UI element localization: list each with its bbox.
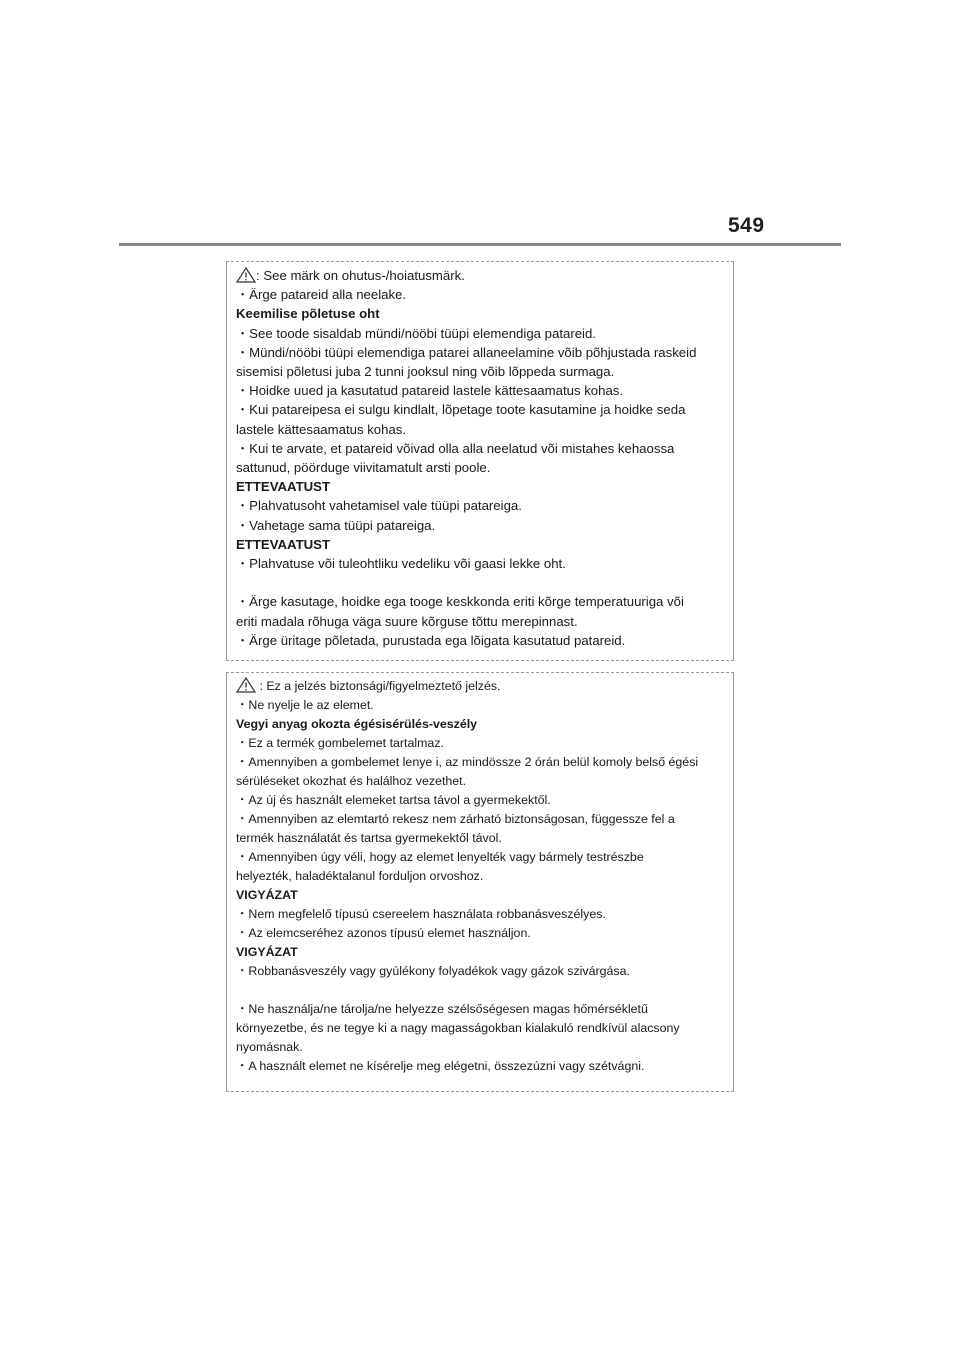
warning-line: [236, 905, 606, 923]
line-text: ・See toode sisaldab mündi/nööbi tüüpi elemendiga patareid.: [236, 325, 596, 341]
line-text: VIGYÁZAT: [236, 945, 298, 959]
warning-box-hungarian: [226, 672, 734, 1092]
line-text: : See märk on ohutus-/hoiatusmärk.: [256, 268, 465, 283]
warning-line: [236, 1000, 648, 1018]
line-text: ETTEVAATUST: [236, 536, 331, 552]
line-text: ・Mündi/nööbi tüüpi elemendiga patarei allaneelamine võib põhjustada raskeid: [236, 344, 697, 360]
warning-line: [236, 421, 406, 439]
line-text: eriti madala rõhuga väga suure kõrguse tõttu merepinnast.: [236, 613, 578, 629]
warning-line: [236, 517, 435, 535]
line-text: ・Ärge kasutage, hoidke ega tooge keskkonda eriti kõrge temperatuuriga või: [236, 594, 684, 610]
line-text: lastele kättesaamatus kohas.: [236, 421, 407, 437]
page-number: 549: [728, 214, 765, 237]
warning-line: [236, 363, 614, 381]
line-text: Vegyi anyag okozta égésisérülés-veszély: [236, 717, 478, 731]
warning-line: [236, 325, 596, 343]
warning-line: [236, 555, 566, 573]
line-text: ・Ez a termék gombelemet tartalmaz.: [236, 736, 444, 750]
warning-line: [236, 1038, 303, 1056]
warning-line: [236, 696, 374, 714]
warning-line: [236, 677, 501, 695]
warning-line: [236, 286, 406, 304]
line-text: Keemilise põletuse oht: [236, 306, 380, 322]
line-text: ・Robbanásveszély vagy gyúlékony folyadékok vagy gázok szivárgása.: [236, 964, 630, 978]
line-text: ETTEVAATUST: [236, 479, 331, 495]
line-text: nyomásnak.: [236, 1040, 303, 1054]
warning-line: [236, 810, 675, 828]
warning-line: [236, 1057, 644, 1075]
warning-line: [236, 772, 466, 790]
warning-box-estonian: [226, 261, 734, 661]
warning-line: [236, 829, 502, 847]
line-text: ・Kui te arvate, et patareid võivad olla alla neelatud või mistahes kehaossa: [236, 440, 675, 456]
line-text: sérüléseket okozhat és halálhoz vezethet.: [236, 774, 467, 788]
line-text: ・Nem megfelelő típusú csereelem használata robbanásveszélyes.: [236, 907, 606, 921]
warning-heading: [236, 305, 380, 323]
warning-heading: [236, 478, 330, 496]
warning-heading: [236, 886, 298, 904]
line-text: termék használatát és tartsa gyermekektől távol.: [236, 831, 502, 845]
line-text: környezetbe, és ne tegye ki a nagy magasságokban kialakuló rendkívül alacsony: [236, 1021, 680, 1035]
warning-triangle-icon: [236, 267, 256, 283]
line-text: ・Amennyiben a gombelemet lenye i, az mindössze 2 órán belül komoly belső égési: [236, 755, 699, 769]
warning-line: [236, 753, 698, 771]
warning-line: [236, 440, 674, 458]
warning-line: [236, 791, 551, 809]
line-text: ・Az új és használt elemeket tartsa távol a gyermekektől.: [236, 793, 551, 807]
warning-line: [236, 344, 696, 362]
line-text: ・Plahvatuse või tuleohtliku vedeliku või gaasi lekke oht.: [236, 556, 566, 571]
line-text: ・Az elemcseréhez azonos típusú elemet használjon.: [236, 926, 531, 940]
line-text: ・Hoidke uued ja kasutatud patareid lastele kättesaamatus kohas.: [236, 383, 624, 399]
line-text: ・Ärge üritage põletada, purustada ega lõigata kasutatud patareid.: [236, 632, 626, 648]
line-text: ・Ne használja/ne tárolja/ne helyezze szélsőségesen magas hőmérsékletű: [236, 1002, 648, 1016]
warning-line: [236, 734, 444, 752]
line-text: ・Amennyiben az elemtartó rekesz nem zárható biztonságosan, függessze fel a: [236, 812, 675, 826]
warning-line: [236, 497, 522, 515]
header-rule: [119, 243, 841, 246]
warning-heading: [236, 536, 330, 554]
warning-line: [236, 267, 465, 285]
line-text: sattunud, pöörduge viivitamatult arsti poole.: [236, 460, 491, 475]
line-text: VIGYÁZAT: [236, 888, 298, 902]
warning-line: [236, 962, 630, 980]
warning-line: [236, 613, 578, 631]
line-text: : Ez a jelzés biztonsági/figyelmeztető jelzés.: [256, 679, 501, 693]
line-text: sisemisi põletusi juba 2 tunni jooksul ning võib lõppeda surmaga.: [236, 364, 615, 379]
warning-line: [236, 848, 644, 866]
line-text: ・Kui patareipesa ei sulgu kindlalt, lõpetage toote kasutamine ja hoidke seda: [236, 402, 686, 418]
warning-triangle-icon: [236, 677, 256, 693]
warning-line: [236, 867, 483, 885]
line-text: ・Amennyiben úgy véli, hogy az elemet lenyelték vagy bármely testrészbe: [236, 850, 644, 864]
line-text: ・Vahetage sama tüüpi patareiga.: [236, 517, 436, 533]
line-text: helyezték, haladéktalanul forduljon orvoshoz.: [236, 869, 484, 883]
line-text: ・Ärge patareid alla neelake.: [236, 287, 407, 303]
warning-line: [236, 924, 531, 942]
line-text: ・A használt elemet ne kísérelje meg elégetni, összezúzni vagy szétvágni.: [236, 1059, 645, 1073]
warning-line: [236, 593, 684, 611]
warning-line: [236, 382, 623, 400]
line-text: ・Plahvatusoht vahetamisel vale tüüpi patareiga.: [236, 498, 522, 514]
line-text: ・Ne nyelje le az elemet.: [236, 698, 374, 712]
warning-line: [236, 632, 625, 650]
warning-heading: [236, 715, 477, 733]
warning-line: [236, 459, 490, 477]
warning-line: [236, 1019, 680, 1037]
warning-line: [236, 401, 685, 419]
warning-heading: [236, 943, 298, 961]
